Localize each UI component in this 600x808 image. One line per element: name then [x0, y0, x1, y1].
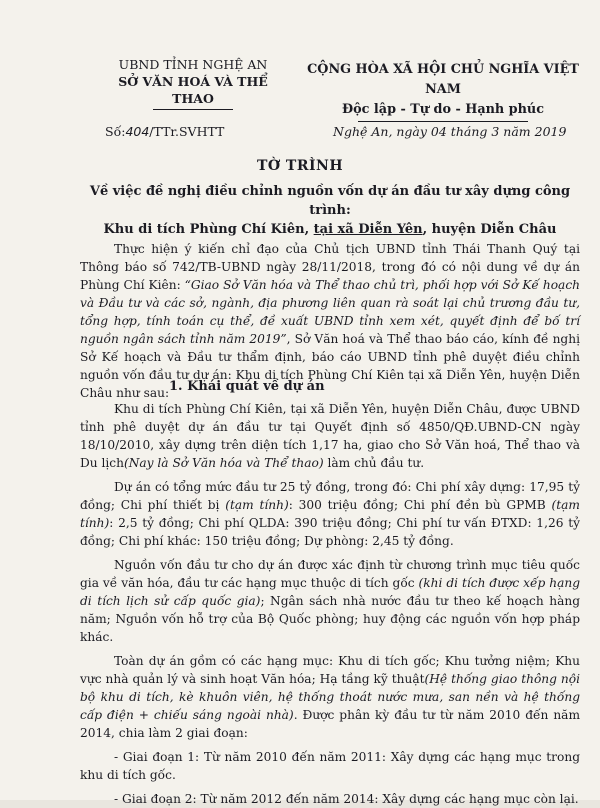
section-1-paragraph-2: [80, 478, 580, 550]
phase-2-item: - Giai đoạn 2: Từ năm 2012 đến năm 2014: Xây dựng các hạng mục còn lại.: [114, 792, 579, 806]
section-1: [80, 378, 580, 808]
s1p3-italic: (khi di tích được xếp hạng di tích lịch sử cấp quốc gia): [80, 576, 580, 608]
agency-underline: [153, 109, 233, 110]
national-motto: Độc lập - Tự do - Hạnh phúc: [341, 102, 545, 117]
agency-line-2: SỞ VĂN HOÁ VÀ THỂ THAO: [118, 74, 268, 106]
section-1-paragraph-3: [80, 556, 580, 646]
subject-line-1: Về việc đề nghị điều chỉnh nguồn vốn dự án đầu tư xây dựng công trình:: [89, 184, 571, 218]
motto-underline: [358, 121, 528, 122]
section-1-paragraph-4: [80, 652, 580, 742]
subject-commune: tại xã Diễn Yên: [313, 222, 423, 237]
s1p2-text-c: : 2,5 tỷ đồng; Chi phí QLDA: 390 triệu đồng; Chi phí tư vấn ĐTXD: 1,26 tỷ đồng; Chi phí khác: 150 triệu đồng; Dự phòng: 2,45 tỷ đồng.: [80, 516, 580, 548]
document-subject: [80, 182, 580, 239]
intro-text-a: Thực hiện ý kiến chỉ đạo của Chủ tịch UBND tỉnh Thái Thanh Quý tại Thông báo số 742/TB-UBND ngày 28/11/2018, trong đó có nội dung về dự án Phùng Chí Kiên:: [80, 242, 580, 292]
s1p2-italic-2: (tạm tính): [80, 498, 580, 530]
issuing-agency: [104, 56, 282, 110]
doc-number-value: 404: [125, 124, 150, 139]
s1p2-text-b: : 300 triệu đồng; Chi phí đền bù GPMB: [288, 498, 552, 512]
place-and-date: Nghệ An, ngày 04 tháng 3 năm 2019: [333, 124, 567, 139]
doc-number-prefix: Số:: [105, 124, 126, 139]
section-1-heading: 1. Khái quát về dự án: [169, 379, 325, 394]
s1p4-text-a: Toàn dự án gồm có các hạng mục: Khu di tích gốc; Khu tưởng niệm; Khu vực nhà quản lý và sinh hoạt Văn hóa; Hạ tầng kỹ thuật: [80, 654, 580, 686]
subject-district: , huyện Diễn Châu: [422, 222, 557, 237]
document-title: TỜ TRÌNH: [256, 158, 344, 174]
national-header: [298, 60, 588, 122]
s1p4-text-b: . Được phân kỳ đầu tư từ năm 2010 đến năm 2014, chia làm 2 giai đoạn:: [80, 708, 580, 740]
s1p3-text-a: Nguồn vốn đầu tư cho dự án được xác định từ chương trình mục tiêu quốc gia về văn hóa, đầu tư các hạng mục thuộc di tích gốc: [80, 558, 580, 590]
s1p1-text-b: làm chủ đầu tư.: [323, 456, 425, 470]
s1p3-text-b: ; Ngân sách nhà nước đầu tư theo kế hoạch hàng năm; Nguồn vốn hỗ trợ của Bộ Quốc phòng; huy động các nguồn vốn hợp pháp khác.: [80, 594, 580, 644]
s1p4-italic: (Hệ thống giao thông nội bộ khu di tích, kè khuôn viên, hệ thống thoát nước mưa, san nền và hệ thống cấp điện + chiếu sáng ngoài nhà): [80, 672, 580, 722]
phase-1-item: - Giai đoạn 1: Từ năm 2010 đến năm 2011: Xây dựng các hạng mục trong khu di tích gốc.: [80, 750, 580, 782]
intro-quote: “Giao Sở Văn hóa và Thể thao chủ trì, phối hợp với Sở Kế hoạch và Đầu tư và các sở, ngành, địa phương liên quan rà soát lại chủ trương đầu tư, tổng hợp, tính toán cụ thể, đề xuất UBND tỉnh xem xét, quyết định để bố trí nguồn ngân sách tỉnh năm 2019”: [80, 278, 581, 346]
subject-project: Khu di tích Phùng Chí Kiên,: [103, 222, 314, 237]
country-name: CỘNG HÒA XÃ HỘI CHỦ NGHĨA VIỆT NAM: [307, 62, 579, 97]
intro-text-b: , Sở Văn hoá và Thể thao báo cáo, kính đề nghị Sở Kế hoạch và Đầu tư thẩm định, báo cáo UBND tỉnh phê duyệt điều chỉnh nguồn vốn đầu tư dự án: Khu di tích Phùng Chí Kiên tại xã Diễn Yên, huyện Diễn Châu như sau:: [80, 332, 580, 400]
s1p1-text-a: Khu di tích Phùng Chí Kiên, tại xã Diễn Yên, huyện Diễn Châu, được UBND tỉnh phê duyệt dự án đầu tư tại Quyết định số 4850/QĐ.UBND-CN ngày 18/10/2010, xây dựng trên diện tích 1,17 ha, giao cho Sở Văn hoá, Thể thao và Du lịch: [80, 402, 580, 470]
section-1-paragraph-1: [80, 400, 580, 472]
subject-line-2: [80, 220, 580, 239]
s1p2-text-a: Dự án có tổng mức đầu tư 25 tỷ đồng, trong đó: Chi phí xây dựng: 17,95 tỷ đồng; Chi phí thiết bị: [80, 480, 580, 512]
s1p2-italic-1: (tạm tính): [225, 498, 289, 512]
s1p1-italic: (Nay là Sở Văn hóa và Thể thao): [123, 456, 324, 470]
document-number: [105, 124, 224, 139]
doc-number-suffix: /TTr.SVHTT: [149, 124, 225, 139]
agency-line-1: UBND TỈNH NGHỆ AN: [118, 57, 268, 72]
